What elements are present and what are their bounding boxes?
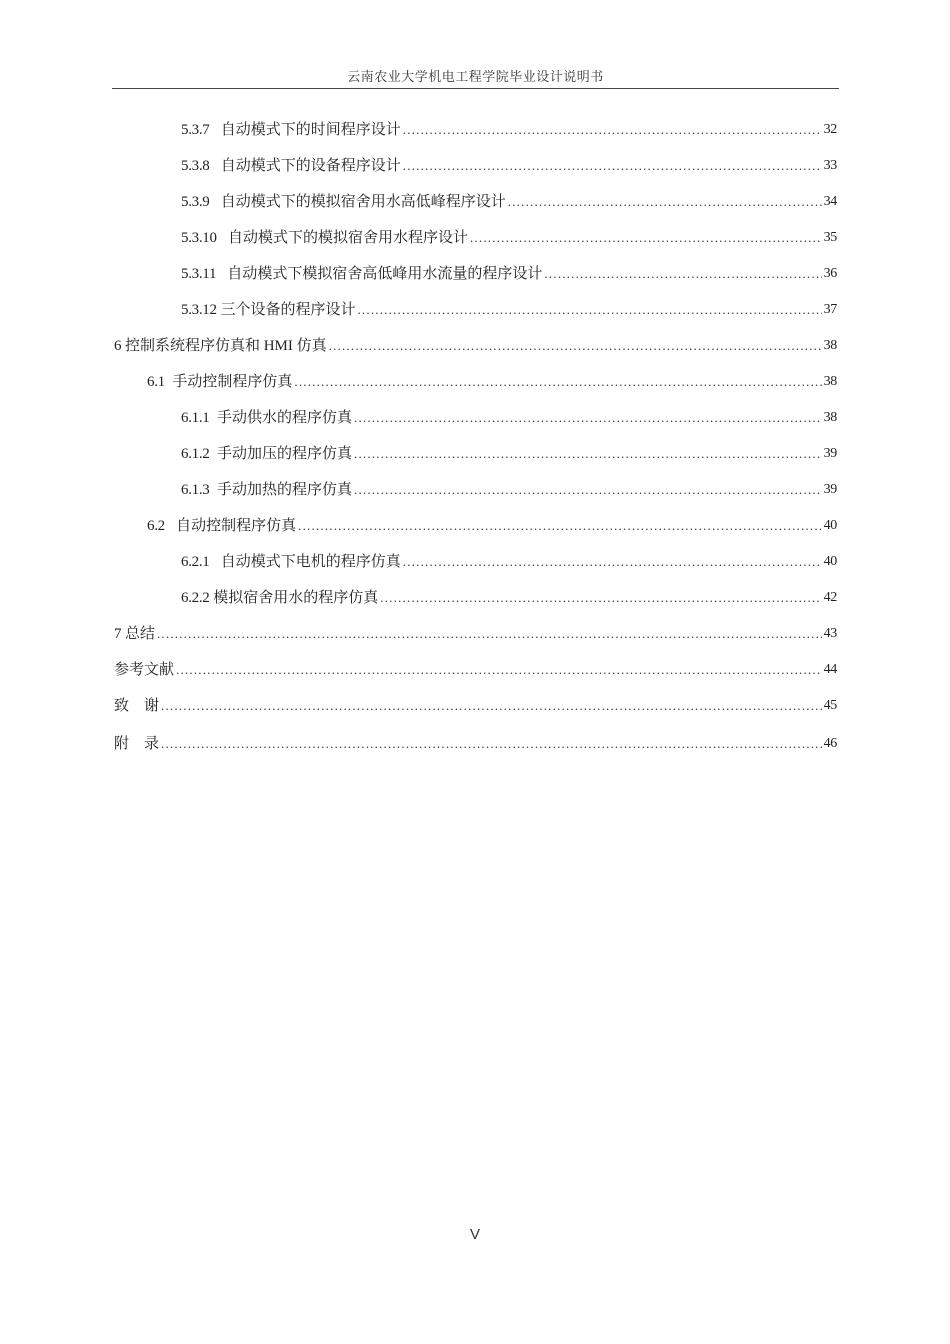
toc-entry-5-3-12[interactable] xyxy=(181,292,837,328)
toc-page-number: 34 xyxy=(823,194,837,209)
toc-title: 自动模式下的设备程序设计 xyxy=(220,158,401,174)
toc-title: 自动控制程序仿真 xyxy=(176,518,297,534)
toc-title: 自动模式下的模拟宿舍用水高低峰程序设计 xyxy=(220,194,506,210)
toc-number: 6.1.1 xyxy=(181,410,210,426)
toc-title: 总结 xyxy=(124,626,155,642)
toc-title: 自动模式下电机的程序仿真 xyxy=(220,554,401,570)
toc-page-number: 44 xyxy=(823,662,837,677)
toc-title: 模拟宿舍用水的程序仿真 xyxy=(213,590,379,606)
toc-title: 三个设备的程序设计 xyxy=(220,302,356,318)
toc-page-number: 38 xyxy=(823,410,837,425)
toc-entry-6-1-2[interactable] xyxy=(181,436,837,472)
toc-leader-dots xyxy=(161,688,822,724)
toc-page-number: 42 xyxy=(823,590,837,605)
toc-title: 自动模式下的模拟宿舍用水程序设计 xyxy=(227,230,468,246)
toc-number: 6.1 xyxy=(147,374,165,390)
toc-title: 自动模式下模拟宿舍高低峰用水流量的程序设计 xyxy=(227,266,543,282)
toc-page-number: 32 xyxy=(823,122,837,137)
toc-leader-dots xyxy=(357,292,821,328)
toc-page-number: 35 xyxy=(823,230,837,245)
toc-number: 5.3.9 xyxy=(181,194,210,210)
toc-number: 6.2.1 xyxy=(181,554,210,570)
toc-leader-dots xyxy=(298,508,821,544)
toc-title: 参考文献 xyxy=(114,662,175,678)
toc-entry-5-3-10[interactable] xyxy=(181,220,837,256)
toc-entry-5-3-9[interactable] xyxy=(181,184,837,220)
toc-title: 手动供水的程序仿真 xyxy=(217,410,353,426)
toc-leader-dots xyxy=(544,256,821,292)
toc-page-number: 45 xyxy=(823,698,837,713)
toc-leader-dots xyxy=(354,400,822,436)
toc-number: 6.1.2 xyxy=(181,446,210,462)
toc-entry-6-2-2[interactable] xyxy=(181,580,837,616)
toc-leader-dots xyxy=(380,580,821,616)
toc-page-number: 40 xyxy=(823,518,837,533)
toc-entry-6-2[interactable] xyxy=(147,508,837,544)
toc-leader-dots xyxy=(329,328,822,364)
toc-number: 5.3.7 xyxy=(181,122,210,138)
toc-page-number: 39 xyxy=(823,446,837,461)
toc-page-number: 43 xyxy=(823,626,837,641)
toc-number: 5.3.11 xyxy=(181,266,217,282)
toc-title: 手动加压的程序仿真 xyxy=(217,446,353,462)
toc-leader-dots xyxy=(470,220,822,256)
toc-entry-references[interactable] xyxy=(114,652,837,688)
toc-page-number: 38 xyxy=(823,374,837,389)
toc-entry-6-1-1[interactable] xyxy=(181,400,837,436)
toc-page-number: 33 xyxy=(823,158,837,173)
toc-entry-6-2-1[interactable] xyxy=(181,544,837,580)
toc-leader-dots xyxy=(354,436,822,472)
toc-number: 7 xyxy=(114,626,122,642)
toc-leader-dots xyxy=(161,726,822,762)
toc-number: 6.1.3 xyxy=(181,482,210,498)
toc-title: 控制系统程序仿真和 HMI 仿真 xyxy=(124,338,327,354)
toc-page-number: 46 xyxy=(823,736,837,751)
toc-leader-dots xyxy=(354,472,822,508)
toc-title: 手动控制程序仿真 xyxy=(172,374,293,390)
toc-leader-dots xyxy=(403,112,822,148)
toc-number: 6.2.2 xyxy=(181,590,210,606)
toc-entry-5-3-11[interactable] xyxy=(181,256,837,292)
toc-entry-6-1-3[interactable] xyxy=(181,472,837,508)
toc-title: 手动加热的程序仿真 xyxy=(217,482,353,498)
toc-number: 5.3.10 xyxy=(181,230,217,246)
toc-number: 6.2 xyxy=(147,518,165,534)
toc-entry-6[interactable] xyxy=(114,328,837,364)
running-header: 云南农业大学机电工程学院毕业设计说明书 xyxy=(347,69,604,84)
toc-page-number: 37 xyxy=(823,302,837,317)
toc-leader-dots xyxy=(403,148,822,184)
toc-title: 致 谢 xyxy=(114,698,160,714)
toc-entry-6-1[interactable] xyxy=(147,364,837,400)
toc-page-number: 38 xyxy=(823,338,837,353)
toc-page-number: 39 xyxy=(823,482,837,497)
toc-entry-acknowledgements[interactable] xyxy=(114,688,837,724)
toc-page-number: 36 xyxy=(823,266,837,281)
toc-entry-appendix[interactable] xyxy=(114,726,837,762)
toc-leader-dots xyxy=(176,652,822,688)
page-number-footer: V xyxy=(469,1226,480,1243)
toc-page-number: 40 xyxy=(823,554,837,569)
toc-title: 附 录 xyxy=(114,736,160,752)
toc-entry-5-3-8[interactable] xyxy=(181,148,837,184)
header-rule xyxy=(112,88,839,89)
toc-leader-dots xyxy=(294,364,821,400)
toc-entry-7[interactable] xyxy=(114,616,837,652)
toc-leader-dots xyxy=(157,616,822,652)
toc-number: 5.3.12 xyxy=(181,302,217,318)
toc-number: 6 xyxy=(114,338,122,354)
toc-number: 5.3.8 xyxy=(181,158,210,174)
toc-title: 自动模式下的时间程序设计 xyxy=(220,122,401,138)
toc-entry-5-3-7[interactable] xyxy=(181,112,837,148)
toc-leader-dots xyxy=(403,544,822,580)
toc-leader-dots xyxy=(508,184,822,220)
